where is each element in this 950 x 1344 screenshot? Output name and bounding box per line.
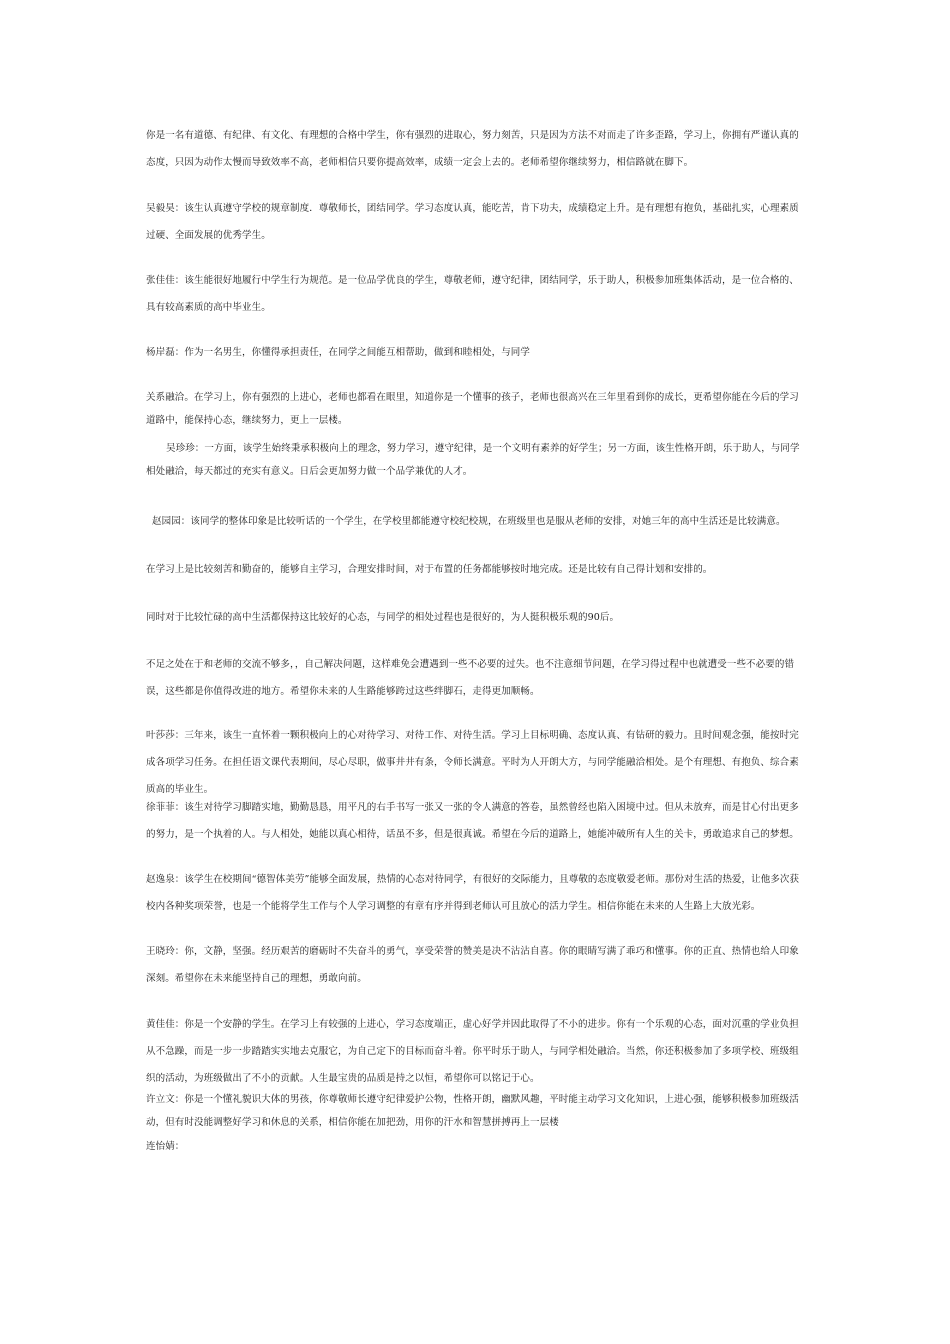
- paragraph-7: 赵园园：该同学的整体印象是比较听话的一个学生，在学校里都能遵守校纪校规，在班级里也是服从老师的安排，对她三年的高中生活还是比较满意。: [152, 516, 786, 527]
- paragraph-4: 杨岸磊：作为一名男生，你懂得承担责任，在同学之间能互相帮助，做到和睦相处，与同学: [146, 347, 531, 358]
- paragraph-10: 不足之处在于和老师的交流不够多，，自己解决问题，这样难免会遭遇到一些不必要的过失。也不注意细节问题，在学习得过程中也就遭受一些不必要的错误，这些都是你值得改进的地方。希望你未来的人生路能够跨过这些绊脚石，走得更加顺畅。: [146, 659, 795, 697]
- paragraph-5: 关系融洽。在学习上，你有强烈的上进心，老师也都看在眼里，知道你是一个懂事的孩子，老师也很高兴在三年里看到你的成长，更希望你能在今后的学习道路中，能保持心态，继续努力，更上一层楼。: [146, 392, 799, 426]
- paragraph-1: 你是一名有道德、有纪律、有文化、有理想的合格中学生，你有强烈的进取心，努力刻苦，只是因为方法不对而走了许多歪路，学习上，你拥有严谨认真的态度，只因为动作太慢而导致效率不高，老师相信只要你提高效率，成绩一定会上去的。老师希望你继续努力，相信路就在脚下。: [146, 130, 799, 168]
- paragraph-11: 叶莎莎：三年来，该生一直怀着一颗积极向上的心对待学习、对待工作、对待生活。学习上目标明确、态度认真、有钻研的毅力。且时间观念强，能按时完成各项学习任务。在担任语文课代表期间，尽心尽职，做事井井有条，令师长满意。平时为人开朗大方，与同学能融洽相处。是个有理想、有抱负、综合素质高的毕业生。: [146, 730, 799, 795]
- paragraph-8: 在学习上是比较刻苦和勤奋的，能够自主学习，合理安排时间，对于布置的任务都能够按时地完成。还是比较有自己得计划和安排的。: [146, 564, 713, 575]
- paragraph-17: 连怡婧：: [146, 1141, 185, 1152]
- paragraph-9: 同时对于比较忙碌的高中生活都保持这比较好的心态，与同学的相处过程也是很好的，为人挺积极乐观的90后。: [146, 612, 620, 623]
- paragraph-12: 徐菲菲：该生对待学习脚踏实地，勤勤恳恳，用平凡的右手书写一张又一张的令人满意的答卷，虽然曾经也陷入困境中过。但从未放弃，而是甘心付出更多的努力，是一个执着的人。与人相处，她能以真心相待，话虽不多，但是很真诚。希望在今后的道路上，她能冲破所有人生的关卡，勇敢追求自己的梦想。: [146, 802, 799, 840]
- paragraph-13: 赵逸泉：该学生在校期间“德智体美劳”能够全面发展，热情的心态对待同学，有很好的交际能力，且尊敬的态度敬爱老师。那份对生活的热爱，让他多次获校内各种奖项荣誉，也是一个能将学生工作与个人学习调整的有章有序并得到老师认可且放心的活力学生。相信你能在未来的人生路上大放光彩。: [146, 874, 800, 912]
- paragraph-3: 张佳佳：该生能很好地履行中学生行为规范。是一位品学优良的学生，尊敬老师，遵守纪律，团结同学，乐于助人，积极参加班集体活动，是一位合格的、具有较高素质的高中毕业生。: [146, 275, 799, 313]
- paragraph-2: 吴毅昊：该生认真遵守学校的规章制度．尊敬师长，团结同学。学习态度认真，能吃苦，肯下功夫，成绩稳定上升。是有理想有抱负，基础扎实，心理素质过硬、全面发展的优秀学生。: [146, 203, 799, 241]
- paragraph-16: 许立文：你是一个懂礼貌识大体的男孩，你尊敬师长遵守纪律爱护公物，性格开朗，幽默风趣，平时能主动学习文化知识，上进心强，能够积极参加班级活动，但有时没能调整好学习和休息的关系，相信你能在加把劲，用你的汗水和智慧拼搏再上一层楼: [146, 1094, 799, 1128]
- paragraph-15: 黄佳佳：你是一个安静的学生。在学习上有较强的上进心，学习态度端正，虚心好学并因此取得了不小的进步。你有一个乐观的心态，面对沉重的学业负担从不急躁，而是一步一步踏踏实实地去克服它，为自己定下的目标而奋斗着。你平时乐于助人，与同学相处融洽。当然，你还积极参加了多项学校、班级组织的活动，为班级做出了不小的贡献。人生最宝贵的品质是持之以恒，希望你可以铭记于心。: [146, 1019, 799, 1084]
- paragraph-6: 吴珍珍：一方面，该学生始终秉承积极向上的理念，努力学习，遵守纪律，是一个文明有素养的好学生；另一方面，该生性格开朗，乐于助人，与同学相处融洽，每天都过的充实有意义。日后会更加努力做一个品学兼优的人才。: [146, 443, 800, 477]
- paragraph-14: 王晓玲：你，文静，坚强。经历艰苦的磨砺时不失奋斗的勇气，享受荣誉的赞美是决不沾沾自喜。你的眼睛写满了乖巧和懂事。你的正直、热情也给人印象深刻。希望你在未来能坚持自己的理想，勇敢向前。: [146, 946, 799, 984]
